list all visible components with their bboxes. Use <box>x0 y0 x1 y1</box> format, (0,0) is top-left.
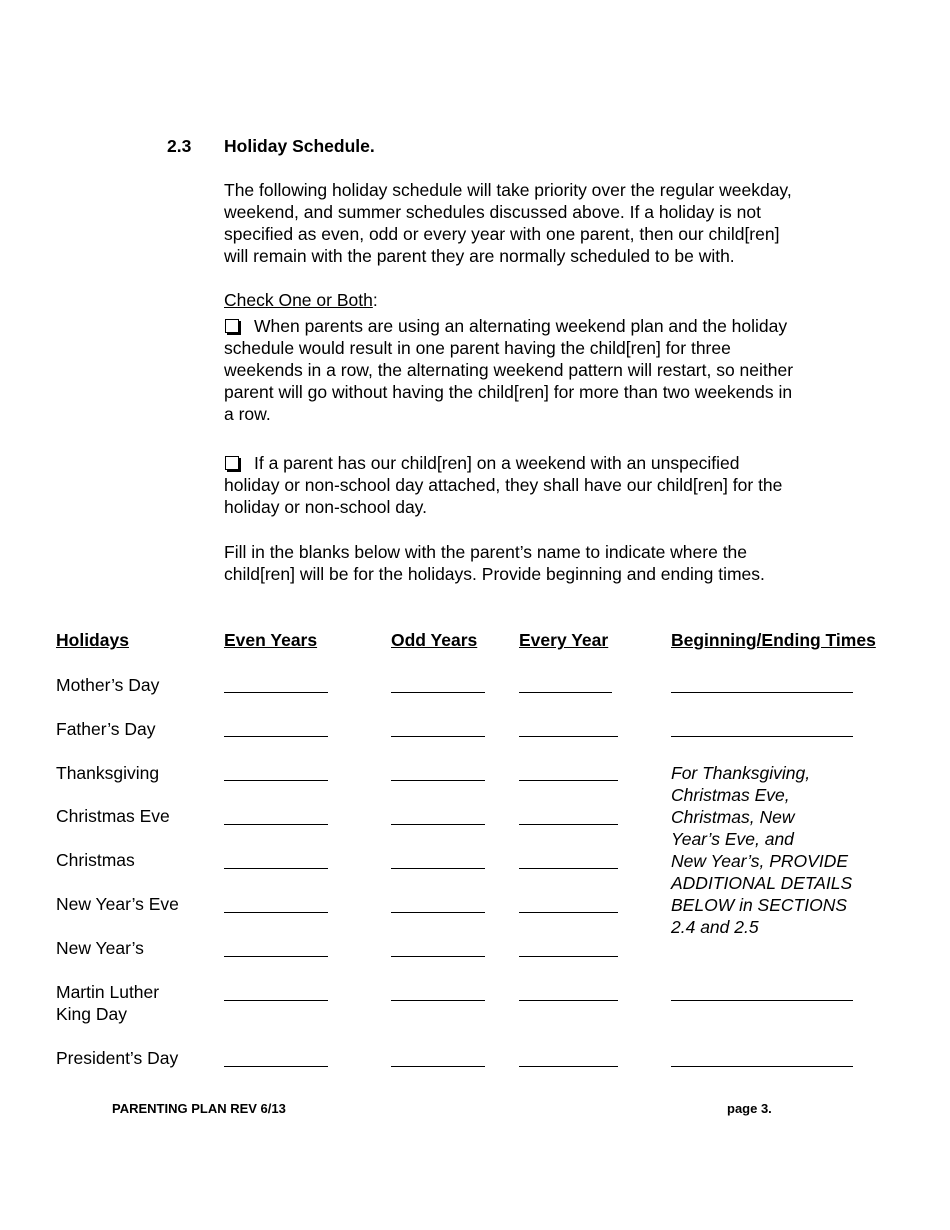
option-two-line: holiday or non-school day. <box>224 497 427 517</box>
new-years-eve-odd-blank[interactable] <box>391 912 485 913</box>
thanksgiving-every-blank[interactable] <box>519 780 618 781</box>
mothers-day-even-blank[interactable] <box>224 692 328 693</box>
note-line: Christmas Eve, <box>671 785 790 805</box>
fill-instructions <box>224 541 765 585</box>
note-line: New Year’s, PROVIDE <box>671 851 849 871</box>
footer-page-number: page 3. <box>727 1101 772 1116</box>
christmas-eve-even-blank[interactable] <box>224 824 328 825</box>
christmas-every-blank[interactable] <box>519 868 618 869</box>
note-line: BELOW in SECTIONS <box>671 895 848 915</box>
new-years-every-blank[interactable] <box>519 956 618 957</box>
intro-line: specified as even, odd or every year with one parent, then our child[ren] <box>224 224 780 244</box>
fill-line: child[ren] will be for the holidays. Provide beginning and ending times. <box>224 564 765 584</box>
option-one-line: When parents are using an alternating weekend plan and the holiday <box>254 316 788 336</box>
mlk-day-every-blank[interactable] <box>519 1000 618 1001</box>
header-even-years: Even Years <box>224 630 318 650</box>
holiday-new-years-eve: New Year’s Eve <box>56 894 179 914</box>
check-heading-colon: : <box>372 290 378 310</box>
note-line: Christmas, New <box>671 807 795 827</box>
holiday-new-years: New Year’s <box>56 938 144 958</box>
fathers-day-odd-blank[interactable] <box>391 736 485 737</box>
mlk-day-times-blank[interactable] <box>671 1000 853 1001</box>
thanksgiving-even-blank[interactable] <box>224 780 328 781</box>
christmas-odd-blank[interactable] <box>391 868 485 869</box>
option-one-line: parent will go without having the child[ren] for more than two weekends in <box>224 382 793 402</box>
fathers-day-times-blank[interactable] <box>671 736 853 737</box>
mothers-day-every-blank[interactable] <box>519 692 612 693</box>
intro-paragraph <box>224 179 792 267</box>
section-number: 2.3 <box>167 136 192 156</box>
header-beginning-ending-times: Beginning/Ending Times <box>671 630 876 650</box>
option-two-line: holiday or non-school day attached, they shall have our child[ren] for the <box>224 475 783 495</box>
footer-form-revision: PARENTING PLAN REV 6/13 <box>112 1101 286 1116</box>
christmas-eve-every-blank[interactable] <box>519 824 618 825</box>
mlk-day-odd-blank[interactable] <box>391 1000 485 1001</box>
header-every-year: Every Year <box>519 630 609 650</box>
section-title: Holiday Schedule. <box>224 136 375 156</box>
fathers-day-every-blank[interactable] <box>519 736 618 737</box>
presidents-day-odd-blank[interactable] <box>391 1066 485 1067</box>
presidents-day-even-blank[interactable] <box>224 1066 328 1067</box>
option-one-checkbox[interactable] <box>225 319 239 333</box>
thanksgiving-odd-blank[interactable] <box>391 780 485 781</box>
holiday-details-note <box>671 762 852 938</box>
header-holidays: Holidays <box>56 630 129 650</box>
note-line: ADDITIONAL DETAILS <box>671 873 853 893</box>
check-heading <box>224 289 378 311</box>
presidents-day-times-blank[interactable] <box>671 1066 853 1067</box>
new-years-eve-every-blank[interactable] <box>519 912 618 913</box>
intro-line: The following holiday schedule will take priority over the regular weekday, <box>224 180 792 200</box>
mothers-day-odd-blank[interactable] <box>391 692 485 693</box>
option-two-line: If a parent has our child[ren] on a weekend with an unspecified <box>254 453 740 473</box>
holiday-fathers-day: Father’s Day <box>56 719 156 739</box>
check-heading-text: Check One or Both <box>224 290 373 310</box>
christmas-eve-odd-blank[interactable] <box>391 824 485 825</box>
header-odd-years: Odd Years <box>391 630 478 650</box>
new-years-even-blank[interactable] <box>224 956 328 957</box>
holiday-mlk-day-line: Martin Luther <box>56 982 160 1002</box>
new-years-odd-blank[interactable] <box>391 956 485 957</box>
option-two <box>224 452 782 518</box>
holiday-presidents-day: President’s Day <box>56 1048 179 1068</box>
note-line: Year’s Eve, and <box>671 829 794 849</box>
holiday-christmas-eve: Christmas Eve <box>56 806 170 826</box>
holiday-mothers-day: Mother’s Day <box>56 675 160 695</box>
option-one-line: a row. <box>224 404 271 424</box>
holiday-thanksgiving: Thanksgiving <box>56 763 160 783</box>
fill-line: Fill in the blanks below with the parent’s name to indicate where the <box>224 542 748 562</box>
option-one-line: schedule would result in one parent having the child[ren] for three <box>224 338 731 358</box>
presidents-day-every-blank[interactable] <box>519 1066 618 1067</box>
mothers-day-times-blank[interactable] <box>671 692 853 693</box>
intro-line: weekend, and summer schedules discussed above. If a holiday is not <box>224 202 761 222</box>
new-years-eve-even-blank[interactable] <box>224 912 328 913</box>
note-line: 2.4 and 2.5 <box>671 917 759 937</box>
option-two-checkbox[interactable] <box>225 456 239 470</box>
holiday-mlk-day <box>56 981 159 1025</box>
option-one <box>224 315 793 425</box>
mlk-day-even-blank[interactable] <box>224 1000 328 1001</box>
christmas-even-blank[interactable] <box>224 868 328 869</box>
intro-line: will remain with the parent they are normally scheduled to be with. <box>224 246 735 266</box>
fathers-day-even-blank[interactable] <box>224 736 328 737</box>
holiday-mlk-day-line: King Day <box>56 1004 128 1024</box>
note-line: For Thanksgiving, <box>671 763 811 783</box>
option-one-line: weekends in a row, the alternating weekend pattern will restart, so neither <box>224 360 794 380</box>
holiday-christmas: Christmas <box>56 850 135 870</box>
